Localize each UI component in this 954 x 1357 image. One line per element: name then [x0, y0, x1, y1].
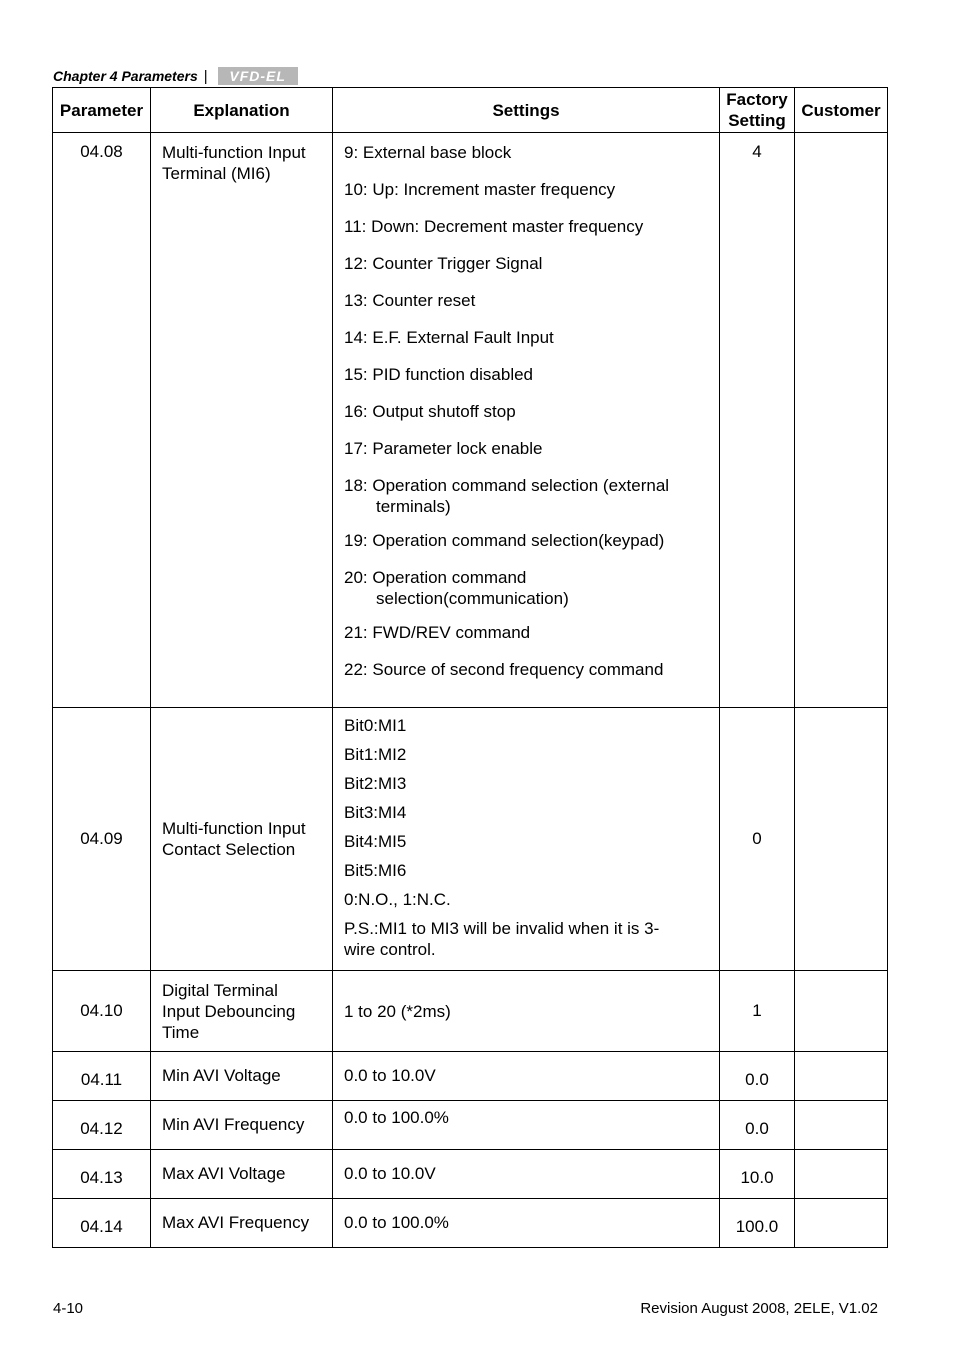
- page-number: 4-10: [53, 1300, 84, 1317]
- chapter-title: Chapter 4 Parameters: [53, 68, 198, 84]
- setting-text: selection(communication): [376, 589, 569, 608]
- explanation-line: Time: [162, 1022, 200, 1042]
- setting-option: [344, 802, 709, 823]
- setting-option: [344, 290, 709, 311]
- explanation-line: Multi-function Input: [162, 819, 306, 838]
- setting-option: [344, 364, 709, 385]
- factory-header-line: Factory: [726, 90, 788, 109]
- col-header-parameter: Parameter: [53, 88, 151, 133]
- explanation-line: Terminal (MI6): [162, 164, 271, 183]
- setting-option: [344, 253, 709, 274]
- setting-option: [344, 659, 709, 680]
- setting-option: [344, 715, 709, 736]
- setting-text: Bit3:MI4: [344, 803, 407, 822]
- parameter-code: 04.09: [53, 708, 151, 971]
- header-separator: |: [203, 67, 208, 85]
- setting-text: terminals): [376, 497, 451, 516]
- col-header-explanation: Explanation: [151, 88, 333, 133]
- parameter-explanation: [151, 1150, 333, 1199]
- setting-text: 19: Operation command selection(keypad): [344, 531, 665, 550]
- setting-option: [344, 860, 709, 881]
- setting-text: 1 to 20 (*2ms): [344, 1001, 451, 1021]
- parameter-code: 04.14: [53, 1199, 151, 1248]
- parameter-settings: [333, 971, 720, 1052]
- setting-option: [344, 831, 709, 852]
- customer-setting-cell: [795, 1052, 888, 1101]
- parameter-code: 04.10: [53, 971, 151, 1052]
- customer-setting-cell: [795, 1199, 888, 1248]
- product-logo: VFD-EL: [218, 67, 298, 85]
- parameter-code: 04.12: [53, 1101, 151, 1150]
- explanation-line: Min AVI Frequency: [162, 1115, 305, 1134]
- setting-option: [344, 216, 709, 237]
- parameter-table: [52, 87, 888, 1248]
- table-row: [53, 1199, 888, 1248]
- table-row: [53, 1150, 888, 1199]
- setting-text: 10: Up: Increment master frequency: [344, 180, 616, 199]
- setting-option: [344, 401, 709, 422]
- setting-option: [344, 327, 709, 348]
- setting-text: 0.0 to 10.0V: [344, 1066, 436, 1085]
- setting-text: 0.0 to 100.0%: [344, 1213, 449, 1232]
- setting-option: [344, 889, 709, 910]
- table-row: [53, 708, 888, 971]
- setting-text: 11: Down: Decrement master frequency: [344, 217, 644, 236]
- explanation-line: Contact Selection: [162, 840, 296, 859]
- setting-option: [344, 622, 709, 643]
- revision-note: Revision August 2008, 2ELE, V1.02: [640, 1300, 878, 1317]
- customer-setting-cell: [795, 708, 888, 971]
- col-header-customer: Customer: [795, 88, 888, 133]
- parameter-explanation: [151, 1199, 333, 1248]
- factory-setting-value: 0.0: [720, 1052, 795, 1101]
- parameter-settings: [333, 133, 720, 708]
- table-row: [53, 1101, 888, 1150]
- setting-option: [344, 1163, 709, 1184]
- setting-text: 0.0 to 10.0V: [344, 1164, 436, 1183]
- parameter-explanation: [151, 1101, 333, 1150]
- setting-text: 0:N.O., 1:N.C.: [344, 890, 451, 909]
- parameter-explanation: [151, 1052, 333, 1101]
- explanation-line: Max AVI Frequency: [162, 1213, 310, 1232]
- setting-option: [344, 744, 709, 765]
- setting-option: [344, 530, 709, 551]
- parameter-settings: [333, 1101, 720, 1150]
- explanation-line: Multi-function Input: [162, 143, 306, 162]
- setting-text: P.S.:MI1 to MI3 will be invalid when it is 3-: [344, 919, 660, 938]
- factory-setting-value: 1: [720, 971, 795, 1052]
- parameter-code: 04.11: [53, 1052, 151, 1101]
- table-header-row: [53, 88, 888, 133]
- setting-text: Bit2:MI3: [344, 774, 407, 793]
- factory-setting-value: 4: [720, 133, 795, 708]
- col-header-factory-setting: [720, 88, 795, 133]
- setting-text: 18: Operation command selection (external: [344, 476, 670, 495]
- setting-text: 14: E.F. External Fault Input: [344, 328, 554, 347]
- setting-option: [344, 773, 709, 794]
- setting-option: [344, 1001, 709, 1022]
- factory-setting-value: 10.0: [720, 1150, 795, 1199]
- parameter-settings: [333, 1052, 720, 1101]
- setting-text: 9: External base block: [344, 143, 512, 162]
- col-header-settings: Settings: [333, 88, 720, 133]
- table-row: [53, 1052, 888, 1101]
- setting-text: 16: Output shutoff stop: [344, 402, 516, 421]
- page-header: [53, 66, 298, 86]
- setting-text: Bit5:MI6: [344, 861, 407, 880]
- parameter-settings: [333, 1199, 720, 1248]
- parameter-code: 04.08: [53, 133, 151, 708]
- table-row: [53, 971, 888, 1052]
- setting-text: 13: Counter reset: [344, 291, 476, 310]
- setting-option: [344, 1212, 709, 1233]
- explanation-line: Input Debouncing: [162, 1001, 296, 1021]
- setting-option: [344, 567, 709, 609]
- parameter-explanation: [151, 708, 333, 971]
- setting-option: [344, 179, 709, 200]
- setting-option: [344, 475, 709, 517]
- setting-option: [344, 1065, 709, 1086]
- parameter-explanation: [151, 971, 333, 1052]
- setting-text: 20: Operation command: [344, 568, 527, 587]
- setting-text: 21: FWD/REV command: [344, 623, 531, 642]
- parameter-settings: [333, 1150, 720, 1199]
- customer-setting-cell: [795, 1101, 888, 1150]
- explanation-line: Min AVI Voltage: [162, 1066, 281, 1085]
- factory-header-line: Setting: [728, 111, 786, 130]
- setting-text: 17: Parameter lock enable: [344, 439, 543, 458]
- factory-setting-value: 0.0: [720, 1101, 795, 1150]
- setting-option: [344, 918, 709, 960]
- setting-text: Bit0:MI1: [344, 716, 407, 735]
- parameter-settings: [333, 708, 720, 971]
- factory-setting-value: 100.0: [720, 1199, 795, 1248]
- setting-option: [344, 438, 709, 459]
- parameter-code: 04.13: [53, 1150, 151, 1199]
- setting-option: [344, 1107, 709, 1128]
- customer-setting-cell: [795, 133, 888, 708]
- table-row: [53, 133, 888, 708]
- setting-text: 22: Source of second frequency command: [344, 660, 664, 679]
- customer-setting-cell: [795, 971, 888, 1052]
- customer-setting-cell: [795, 1150, 888, 1199]
- setting-text: 12: Counter Trigger Signal: [344, 254, 543, 273]
- parameter-explanation: [151, 133, 333, 708]
- explanation-line: Max AVI Voltage: [162, 1164, 286, 1183]
- setting-text: 15: PID function disabled: [344, 365, 534, 384]
- setting-text: Bit1:MI2: [344, 745, 407, 764]
- setting-text: wire control.: [344, 940, 436, 959]
- setting-option: [344, 142, 709, 163]
- setting-text: Bit4:MI5: [344, 832, 407, 851]
- factory-setting-value: 0: [720, 708, 795, 971]
- explanation-line: Digital Terminal: [162, 980, 278, 1000]
- setting-text: 0.0 to 100.0%: [344, 1108, 449, 1127]
